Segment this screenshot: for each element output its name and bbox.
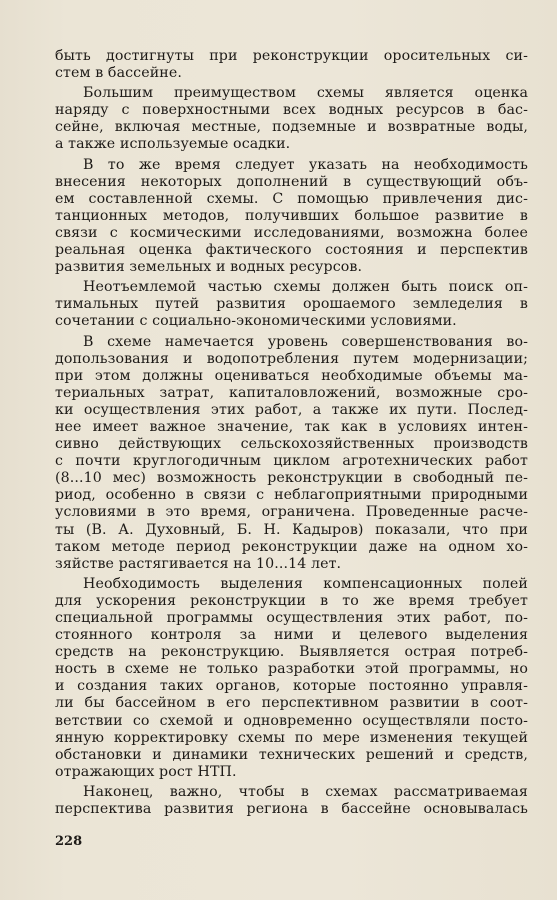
text-line: таком методе период реконструкции даже на одном хо- — [55, 538, 528, 555]
text-line: ки осуществления этих работ, а также их пути. Послед- — [55, 401, 528, 418]
text-line: сейне, включая местные, подземные и возвратные воды, — [55, 119, 528, 136]
text-line: сивно действующих сельскохозяйственных производств — [55, 436, 528, 453]
paragraph — [55, 48, 528, 82]
text-line: средств на реконструкцию. Выявляется острая потреб- — [55, 644, 528, 661]
text-line: перспектива развития региона в бассейне основывалась — [55, 801, 528, 818]
text-line: нее имеет важное значение, так как в условиях интен- — [55, 418, 528, 435]
text-line: зяйстве растягивается на 10...14 лет. — [55, 555, 342, 572]
paragraph — [55, 279, 528, 330]
text-line: ты (В. А. Духовный, Б. Н. Кадыров) показали, что при — [55, 521, 528, 538]
text-line: Необходимость выделения компенсационных полей — [83, 575, 528, 592]
text-line: танционных методов, получивших большое развитие в — [55, 207, 528, 224]
text-line: для ускорения реконструкции в то же время требует — [55, 592, 528, 609]
paragraph — [55, 576, 528, 781]
text-line: янную корректировку схемы по мере изменения текущей — [55, 729, 528, 746]
text-line: быть достигнуты при реконструкции оросительных си- — [55, 48, 528, 64]
text-line: ем составленной схемы. С помощью привлечения дис- — [55, 190, 528, 207]
text-line: тимальных путей развития орошаемого земледелия в — [55, 296, 528, 313]
page-number: 228 — [55, 834, 83, 849]
text-line: внесения некоторых дополнений в существующий объ- — [55, 173, 528, 190]
text-line: Неотъемлемой частью схемы должен быть поиск оп- — [83, 279, 528, 296]
text-line: и создания таких органов, которые постоянно управля- — [55, 678, 528, 695]
text-line: наряду с поверхностными всех водных ресурсов в бас- — [55, 102, 528, 119]
text-line: отражающих рост НТП. — [55, 763, 237, 780]
text-line: специальной программы осуществления этих работ, по- — [55, 610, 528, 626]
text-line: стоянного контроля за ними и целевого выделения — [55, 627, 528, 644]
text-line: обстановки и динамики технических решений и средств, — [55, 746, 528, 763]
paragraph — [55, 85, 528, 153]
text-line: связи с космическими исследованиями, возможна более — [55, 224, 528, 241]
paragraph — [55, 157, 528, 277]
text-line: (8...10 мес) возможность реконструкции в свободный пе- — [55, 470, 528, 487]
text-line: ность в схеме не только разработки этой программы, но — [55, 661, 528, 678]
text-line: стем в бассейне. — [55, 65, 182, 82]
text-line: териальных затрат, капиталовложений, возможные сро- — [55, 384, 528, 401]
text-line: В то же время следует указать на необходимость — [83, 156, 528, 173]
text-line: Большим преимуществом схемы является оценка — [83, 85, 528, 102]
text-line: В схеме намечается уровень совершенствования во- — [83, 333, 528, 350]
text-line: риод, особенно в связи с неблагоприятными природными — [55, 487, 528, 504]
text-line: при этом должны оцениваться необходимые объемы ма- — [55, 367, 528, 384]
paragraph — [55, 334, 528, 573]
text-line: ветствии со схемой и одновременно осуществляли посто- — [55, 712, 528, 729]
text-line: допользования и водопотребления путем модернизации; — [55, 350, 528, 367]
text-line: ли бы бассейном в его перспективном развитии в соот- — [55, 695, 528, 712]
text-line: с почти круглогодичным циклом агротехнических работ — [55, 453, 528, 470]
text-line: условиями в это время, ограничена. Проведенные расче- — [55, 504, 528, 521]
paragraph — [55, 784, 528, 818]
text-line: Наконец, важно, чтобы в схемах рассматриваемая — [83, 783, 528, 800]
body-text — [55, 48, 528, 821]
text-line: развития земельных и водных ресурсов. — [55, 259, 363, 276]
text-line: сочетании с социально-экономическими условиями. — [55, 313, 457, 330]
text-line: реальная оценка фактического состояния и перспектив — [55, 242, 528, 259]
text-line: а также используемые осадки. — [55, 136, 291, 153]
